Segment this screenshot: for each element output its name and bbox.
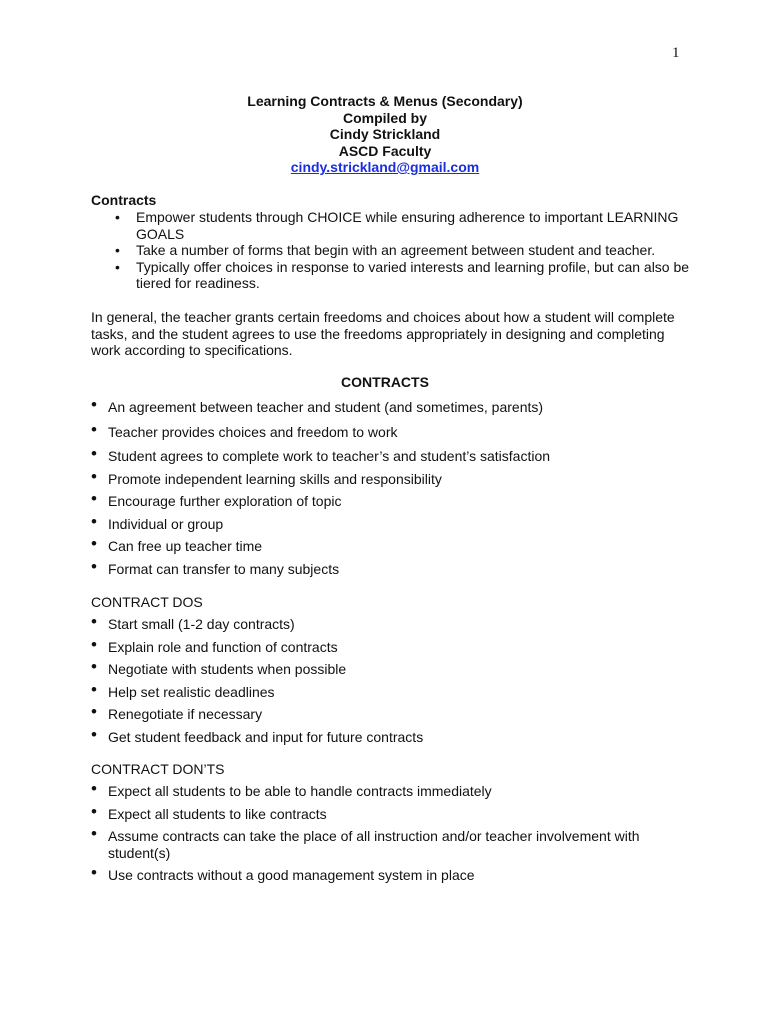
- list-item: • Help set realistic deadlines: [91, 684, 691, 701]
- list-item: • Can free up teacher time: [91, 538, 691, 555]
- list-item: • Assume contracts can take the place of all instruction and/or teacher involvement with student(s): [91, 828, 648, 861]
- list-item: • Get student feedback and input for future contracts: [91, 729, 691, 746]
- dos-heading: CONTRACT DOS: [91, 594, 203, 610]
- donts-heading: CONTRACT DON’TS: [91, 761, 225, 777]
- donts-list: [91, 783, 691, 884]
- contracts-caps-list: [91, 399, 691, 577]
- list-item: • Negotiate with students when possible: [91, 661, 691, 678]
- page-number: 1: [672, 45, 680, 61]
- contracts-heading: Contracts: [91, 192, 157, 208]
- list-item: • Encourage further exploration of topic: [91, 493, 691, 510]
- document-title: Learning Contracts & Menus (Secondary): [247, 93, 523, 109]
- list-item: • Start small (1-2 day contracts): [91, 616, 691, 633]
- list-item: • Individual or group: [91, 516, 691, 533]
- list-item: • Teacher provides choices and freedom to work: [91, 424, 691, 441]
- author-email-link[interactable]: cindy.strickland@gmail.com: [290, 159, 480, 175]
- list-item: • Promote independent learning skills and responsibility: [91, 471, 691, 488]
- list-item: • Expect all students to be able to handle contracts immediately: [91, 783, 691, 800]
- contracts-caps-heading: CONTRACTS: [341, 374, 429, 390]
- list-item: • Empower students through CHOICE while ensuring adherence to important LEARNING GOALS: [91, 209, 691, 242]
- compiled-by-label: Compiled by: [342, 109, 427, 126]
- author-affiliation: ASCD Faculty: [338, 142, 432, 159]
- list-item: • Explain role and function of contracts: [91, 639, 691, 656]
- list-item: • Student agrees to complete work to teacher’s and student’s satisfaction: [91, 448, 691, 465]
- dos-list: [91, 616, 691, 745]
- intro-paragraph: In general, the teacher grants certain freedoms and choices about how a student will complete tasks, and the student agrees to use the freedoms appropriately in designing and completing work according to specifications.: [91, 309, 675, 358]
- author-name: Cindy Strickland: [329, 126, 441, 142]
- list-item: • Expect all students to like contracts: [91, 806, 691, 823]
- list-item: • Renegotiate if necessary: [91, 706, 691, 723]
- list-item: • An agreement between teacher and student (and sometimes, parents): [91, 399, 691, 416]
- list-item: • Use contracts without a good management system in place: [91, 867, 691, 884]
- contracts-list: [91, 209, 691, 292]
- list-item: • Take a number of forms that begin with an agreement between student and teacher.: [91, 242, 691, 259]
- document-header: [0, 93, 770, 176]
- list-item: • Typically offer choices in response to varied interests and learning profile, but can also be tiered for readiness.: [91, 259, 691, 292]
- list-item: • Format can transfer to many subjects: [91, 561, 691, 578]
